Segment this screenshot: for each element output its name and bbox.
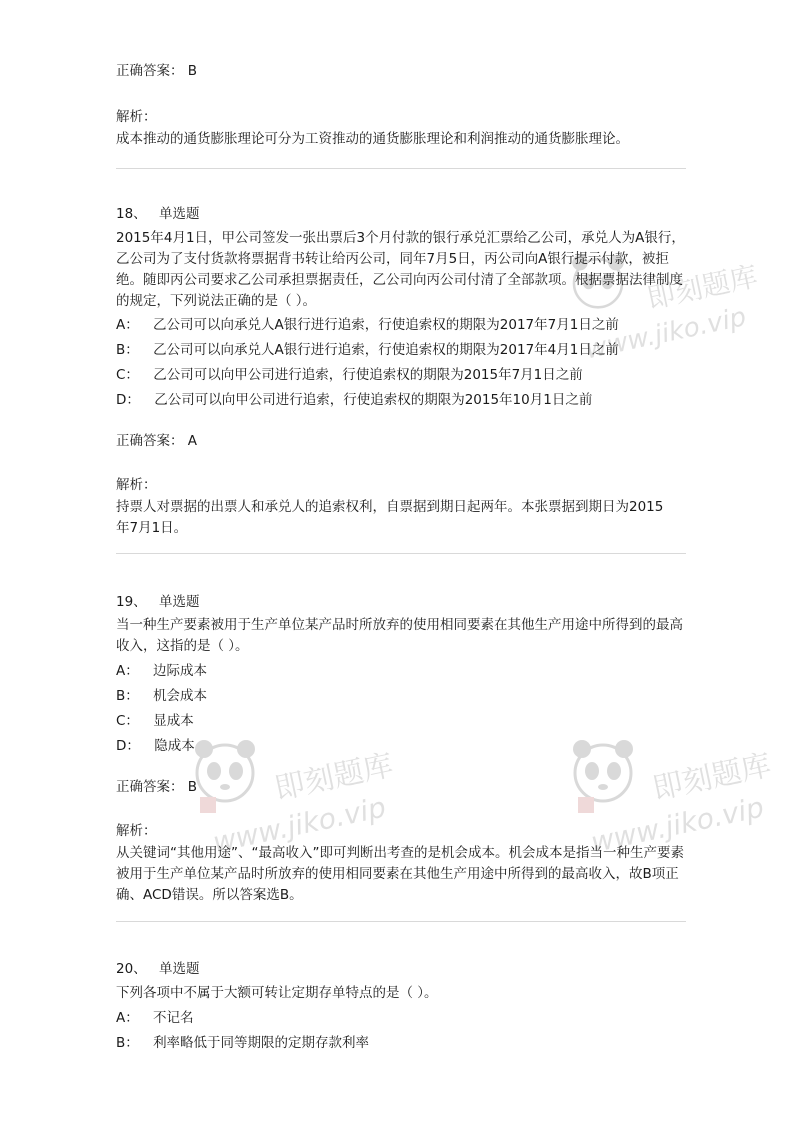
question-number: 18、 bbox=[116, 206, 147, 222]
q18-answer bbox=[116, 430, 197, 452]
panda-logo-icon bbox=[187, 735, 260, 815]
option-text: 乙公司可以向甲公司进行追索，行使追索权的期限为2015年7月1日之前 bbox=[153, 367, 583, 383]
q17-analysis-label: 解析： bbox=[116, 109, 157, 125]
question-number: 19、 bbox=[116, 594, 147, 610]
q18-option-b bbox=[116, 339, 619, 361]
q19-option-c bbox=[116, 710, 194, 732]
q19-option-a bbox=[116, 660, 207, 682]
q18-header bbox=[116, 203, 199, 225]
option-text: 乙公司可以向承兑人A银行进行追索，行使追索权的期限为2017年4月1日之前 bbox=[153, 342, 619, 358]
option-text: 隐成本 bbox=[154, 738, 195, 754]
question-separator bbox=[116, 921, 686, 922]
q19-analysis-label: 解析： bbox=[116, 823, 157, 839]
q20-option-a bbox=[116, 1007, 194, 1029]
q19-answer bbox=[116, 776, 197, 798]
watermark-brand: 即刻题库 bbox=[271, 747, 397, 808]
question-type: 单选题 bbox=[158, 206, 200, 222]
option-key: D： bbox=[116, 738, 140, 754]
q19-option-d bbox=[116, 735, 195, 757]
watermark-url: www.jiko.vip bbox=[583, 302, 749, 366]
watermark-url: www.jiko.vip bbox=[588, 790, 767, 860]
option-key: A： bbox=[116, 663, 139, 679]
question-type: 单选题 bbox=[158, 961, 200, 977]
question-number: 20、 bbox=[116, 961, 147, 977]
option-key: D： bbox=[116, 392, 140, 408]
answer-label: 正确答案： bbox=[116, 779, 184, 795]
q18-option-c bbox=[116, 364, 583, 386]
watermark-url: www.jiko.vip bbox=[210, 790, 389, 860]
option-key: C： bbox=[116, 367, 139, 383]
option-text: 乙公司可以向承兑人A银行进行追索，行使追索权的期限为2017年7月1日之前 bbox=[153, 317, 619, 333]
option-text: 不记名 bbox=[153, 1010, 194, 1026]
option-key: B： bbox=[116, 342, 139, 358]
q17-analysis-text: 成本推动的通货膨胀理论可分为工资推动的通货膨胀理论和利润推动的通货膨胀理论。 bbox=[116, 131, 629, 147]
q20-header bbox=[116, 958, 199, 980]
option-key: B： bbox=[116, 1035, 139, 1051]
answer-value: A bbox=[187, 433, 198, 449]
q19-analysis-text: 从关键词“其他用途”、“最高收入”即可判断出考查的是机会成本。机会成本是指当一种生产要素被用于生产单位某产品时所放弃的使用相同要素在其他生产用途中所得到的最高收入，故B项正确、ACD错误。所以答案选B。 bbox=[116, 845, 684, 903]
option-text: 利率略低于同等期限的定期存款利率 bbox=[153, 1035, 370, 1051]
watermark-brand: 即刻题库 bbox=[644, 259, 761, 316]
q18-option-a bbox=[116, 314, 619, 336]
q18-analysis-text: 持票人对票据的出票人和承兑人的追索权利，自票据到期日起两年。本张票据到期日为2015年7月1日。 bbox=[116, 499, 664, 536]
option-text: 机会成本 bbox=[153, 688, 208, 704]
q18-analysis-label: 解析： bbox=[116, 477, 157, 493]
q17-answer bbox=[116, 60, 197, 82]
q19-stem: 当一种生产要素被用于生产单位某产品时所放弃的使用相同要素在其他生产用途中所得到的最高收入，这指的是（ ）。 bbox=[116, 617, 683, 654]
q20-option-b bbox=[116, 1032, 369, 1054]
option-text: 边际成本 bbox=[153, 663, 208, 679]
option-key: A： bbox=[116, 1010, 139, 1026]
answer-label: 正确答案： bbox=[116, 433, 184, 449]
panda-logo-icon bbox=[568, 735, 638, 815]
q20-stem: 下列各项中不属于大额可转让定期存单特点的是（ ）。 bbox=[116, 985, 438, 1001]
q19-option-b bbox=[116, 685, 207, 707]
option-key: A： bbox=[116, 317, 139, 333]
q19-header bbox=[116, 591, 199, 613]
answer-label: 正确答案： bbox=[116, 63, 184, 79]
option-key: C： bbox=[116, 713, 139, 729]
q18-option-d bbox=[116, 389, 592, 411]
question-separator bbox=[116, 553, 686, 554]
question-type: 单选题 bbox=[158, 594, 200, 610]
option-text: 乙公司可以向甲公司进行追索，行使追索权的期限为2015年10月1日之前 bbox=[154, 392, 593, 408]
answer-value: B bbox=[187, 779, 198, 795]
watermark-brand: 即刻题库 bbox=[649, 747, 775, 808]
answer-value: B bbox=[187, 63, 198, 79]
q18-stem: 2015年4月1日，甲公司签发一张出票后3个月付款的银行承兑汇票给乙公司，承兑人为A银行，乙公司为了支付货款将票据背书转让给丙公司，同年7月5日，丙公司向A银行提示付款，被拒绝。随即丙公司要求乙公司承担票据责任，乙公司向丙公司付清了全部款项。根据票据法律制度的规定，下列说法正确的是（ ）。 bbox=[116, 230, 685, 309]
option-text: 显成本 bbox=[153, 713, 194, 729]
option-key: B： bbox=[116, 688, 139, 704]
question-separator bbox=[116, 168, 686, 169]
